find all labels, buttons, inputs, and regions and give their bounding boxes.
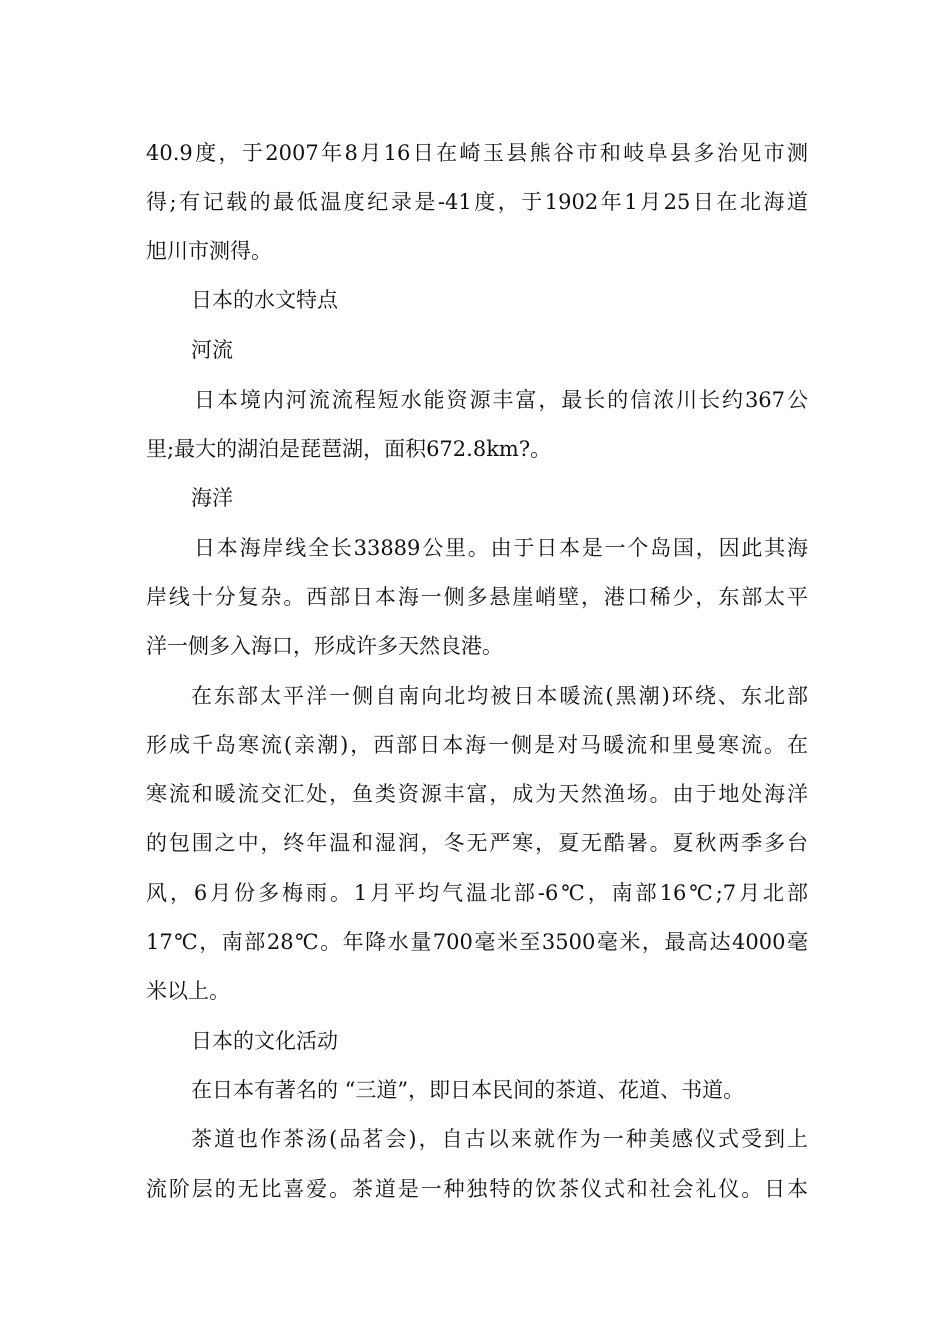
paragraph-line: 里;最大的湖泊是琵琶湖，面积672.8km?。 xyxy=(146,437,552,461)
paragraph-line: 在日本有著名的 “三道”，即日本民间的茶道、花道、书道。 xyxy=(191,1078,745,1102)
paragraph-line: 岸线十分复杂。西部日本海一侧多悬崖峭壁，港口稀少，东部太平 xyxy=(146,585,808,609)
subsection-heading: 海洋 xyxy=(191,486,233,510)
paragraph-line: 米以上。 xyxy=(146,979,230,1003)
section-heading: 日本的水文特点 xyxy=(191,288,338,312)
paragraph-line: 40.9度，于2007年8月16日在崎玉县熊谷市和岐阜县多治见市测 xyxy=(146,141,808,165)
section-heading: 日本的文化活动 xyxy=(191,1029,338,1053)
paragraph-line: 旭川市测得。 xyxy=(146,239,272,263)
paragraph-line: 茶道也作茶汤(品茗会)，自古以来就作为一种美感仪式受到上 xyxy=(191,1127,808,1151)
paragraph-line: 寒流和暖流交汇处，鱼类资源丰富，成为天然渔场。由于地处海洋 xyxy=(146,782,808,806)
paragraph-line: 风，6月份多梅雨。1月平均气温北部-6℃，南部16℃;7月北部 xyxy=(146,881,808,905)
subsection-heading: 河流 xyxy=(191,338,233,362)
paragraph-line: 流阶层的无比喜爱。茶道是一种独特的饮茶仪式和社会礼仪。日本 xyxy=(146,1177,808,1201)
paragraph-line: 在东部太平洋一侧自南向北均被日本暖流(黑潮)环绕、东北部 xyxy=(191,684,808,708)
paragraph-line: 17℃，南部28℃。年降水量700毫米至3500毫米，最高达4000毫 xyxy=(146,930,808,954)
paragraph-line: 洋一侧多入海口，形成许多天然良港。 xyxy=(146,634,503,658)
paragraph-line: 的包围之中，终年温和湿润，冬无严寒，夏无酷暑。夏秋两季多台 xyxy=(146,831,808,855)
paragraph-line: 日本境内河流流程短水能资源丰富，最长的信浓川长约367公 xyxy=(194,388,808,412)
paragraph-line: 得;有记载的最低温度纪录是-41度，于1902年1月25日在北海道 xyxy=(146,190,808,214)
paragraph-line: 日本海岸线全长33889公里。由于日本是一个岛国，因此其海 xyxy=(194,536,808,560)
paragraph-line: 形成千岛寒流(亲潮)，西部日本海一侧是对马暖流和里曼寒流。在 xyxy=(146,733,808,757)
